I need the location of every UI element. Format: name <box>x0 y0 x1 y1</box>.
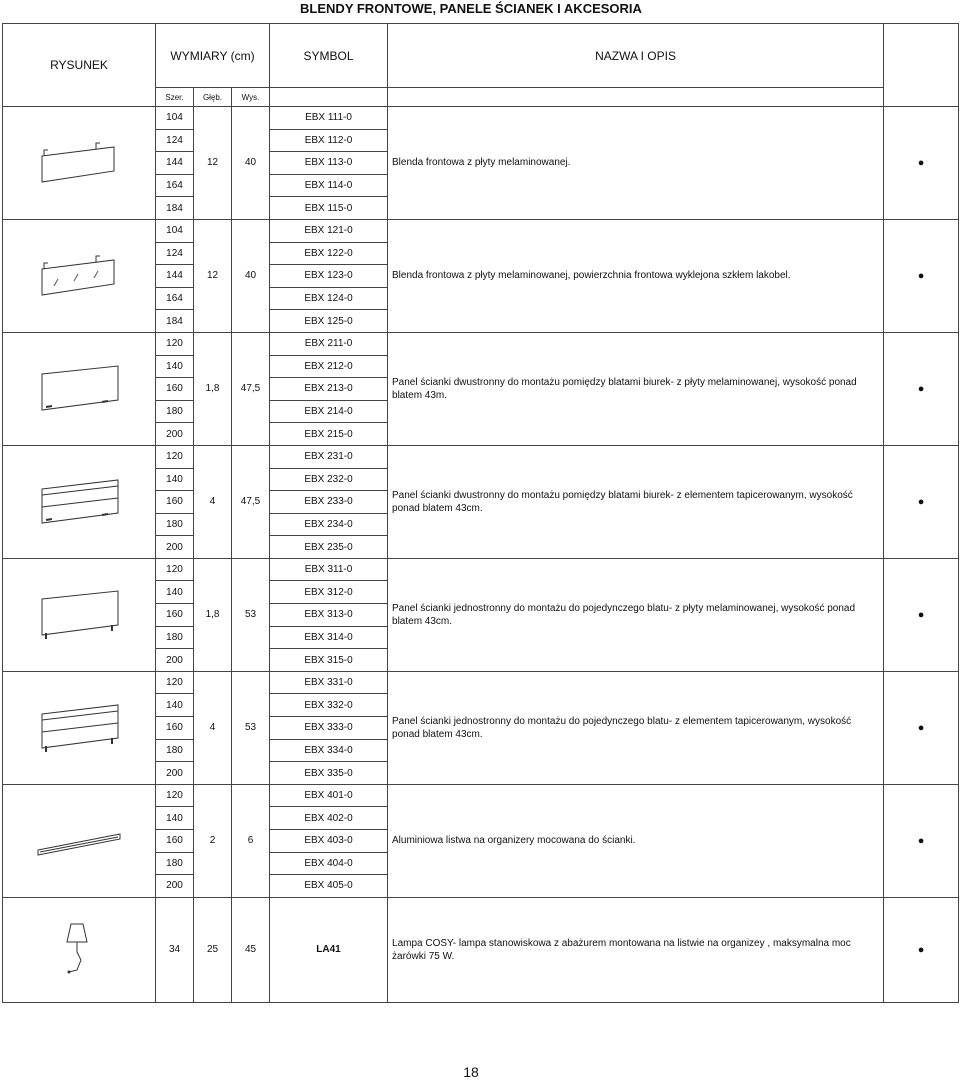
depth-cell: 12 <box>194 107 232 220</box>
symbol-cell: EBX 331-0 <box>270 671 388 694</box>
symbol-cell: EBX 332-0 <box>270 694 388 717</box>
width-cell: 200 <box>156 536 194 559</box>
availability-dot: ● <box>884 219 959 332</box>
symbol-cell: EBX 114-0 <box>270 174 388 197</box>
availability-dot: ● <box>884 445 959 558</box>
description-cell: Panel ścianki jednostronny do montażu do pojedynczego blatu- z elementem tapicerowanym, wysokość ponad blatem 43cm. <box>388 671 884 784</box>
symbol-cell: EBX 315-0 <box>270 649 388 672</box>
symbol-cell: LA41 <box>270 897 388 1002</box>
drawing-cell <box>3 445 156 558</box>
height-cell: 47,5 <box>232 332 270 445</box>
availability-dot: ● <box>884 784 959 897</box>
symbol-cell: EBX 113-0 <box>270 152 388 175</box>
width-cell: 140 <box>156 468 194 491</box>
symbol-cell: EBX 115-0 <box>270 197 388 220</box>
width-cell: 160 <box>156 491 194 514</box>
header-width: Szer. <box>156 88 194 107</box>
width-cell: 120 <box>156 558 194 581</box>
symbol-cell: EBX 213-0 <box>270 378 388 401</box>
symbol-cell: EBX 121-0 <box>270 219 388 242</box>
width-cell: 120 <box>156 671 194 694</box>
header-extra <box>884 24 959 107</box>
depth-cell: 12 <box>194 219 232 332</box>
width-cell: 144 <box>156 265 194 288</box>
width-cell: 200 <box>156 875 194 898</box>
description-cell: Blenda frontowa z płyty melaminowanej, powierzchnia frontowa wyklejona szkłem lakobel. <box>388 219 884 332</box>
table-row <box>3 107 959 130</box>
description-cell: Blenda frontowa z płyty melaminowanej. <box>388 107 884 220</box>
width-cell: 180 <box>156 513 194 536</box>
symbol-cell: EBX 401-0 <box>270 784 388 807</box>
width-cell: 124 <box>156 129 194 152</box>
table-row <box>3 445 959 468</box>
depth-cell: 1,8 <box>194 332 232 445</box>
header-name-sub <box>388 88 884 107</box>
symbol-cell: EBX 334-0 <box>270 739 388 762</box>
width-cell: 140 <box>156 581 194 604</box>
symbol-cell: EBX 124-0 <box>270 287 388 310</box>
height-cell: 53 <box>232 671 270 784</box>
symbol-cell: EBX 311-0 <box>270 558 388 581</box>
width-cell: 160 <box>156 604 194 627</box>
symbol-cell: EBX 312-0 <box>270 581 388 604</box>
header-symbol: SYMBOL <box>270 24 388 88</box>
symbol-cell: EBX 212-0 <box>270 355 388 378</box>
height-cell: 47,5 <box>232 445 270 558</box>
width-cell: 144 <box>156 152 194 175</box>
symbol-cell: EBX 122-0 <box>270 242 388 265</box>
width-cell: 160 <box>156 378 194 401</box>
description-cell: Aluminiowa listwa na organizery mocowana do ścianki. <box>388 784 884 897</box>
height-cell: 40 <box>232 107 270 220</box>
width-cell: 160 <box>156 717 194 740</box>
height-cell: 53 <box>232 558 270 671</box>
symbol-cell: EBX 211-0 <box>270 332 388 355</box>
symbol-cell: EBX 125-0 <box>270 310 388 333</box>
drawing-cell <box>3 219 156 332</box>
availability-dot: ● <box>884 332 959 445</box>
description-cell: Lampa COSY- lampa stanowiskowa z abażurem montowana na listwie na organizey , maksymalna moc żarówki 75 W. <box>388 897 884 1002</box>
drawing-cell <box>3 332 156 445</box>
width-cell: 140 <box>156 355 194 378</box>
symbol-cell: EBX 313-0 <box>270 604 388 627</box>
double-sided-panel-icon <box>3 364 155 414</box>
width-cell: 140 <box>156 694 194 717</box>
header-drawing: RYSUNEK <box>3 24 156 107</box>
symbol-cell: EBX 314-0 <box>270 626 388 649</box>
symbol-cell: EBX 235-0 <box>270 536 388 559</box>
description-cell: Panel ścianki dwustronny do montażu pomiędzy blatami biurek- z elementem tapicerowanym, wysokość ponad blatem 43cm. <box>388 445 884 558</box>
symbol-cell: EBX 231-0 <box>270 445 388 468</box>
symbol-cell: EBX 405-0 <box>270 875 388 898</box>
width-cell: 184 <box>156 310 194 333</box>
symbol-cell: EBX 111-0 <box>270 107 388 130</box>
page-title: BLENDY FRONTOWE, PANELE ŚCIANEK I AKCESORIA <box>300 1 642 16</box>
symbol-cell: EBX 123-0 <box>270 265 388 288</box>
width-cell: 164 <box>156 287 194 310</box>
double-sided-upholstered-panel-icon <box>3 477 155 527</box>
header-symbol-sub <box>270 88 388 107</box>
symbol-cell: EBX 232-0 <box>270 468 388 491</box>
product-table <box>2 23 959 1003</box>
width-cell: 104 <box>156 107 194 130</box>
symbol-cell: EBX 234-0 <box>270 513 388 536</box>
header-height: Wys. <box>232 88 270 107</box>
description-cell: Panel ścianki jednostronny do montażu do pojedynczego blatu- z płyty melaminowanej, wysokość ponad blatem 43cm. <box>388 558 884 671</box>
depth-cell: 4 <box>194 671 232 784</box>
width-cell: 200 <box>156 423 194 446</box>
drawing-cell <box>3 784 156 897</box>
depth-cell: 4 <box>194 445 232 558</box>
symbol-cell: EBX 233-0 <box>270 491 388 514</box>
page-number: 18 <box>463 1064 479 1080</box>
symbol-cell: EBX 112-0 <box>270 129 388 152</box>
width-cell: 180 <box>156 400 194 423</box>
symbol-cell: EBX 404-0 <box>270 852 388 875</box>
width-cell: 180 <box>156 852 194 875</box>
width-cell: 180 <box>156 739 194 762</box>
organizer-rail-icon <box>3 826 155 856</box>
height-cell: 45 <box>232 897 270 1002</box>
width-cell: 104 <box>156 219 194 242</box>
drawing-cell <box>3 897 156 1002</box>
width-cell: 164 <box>156 174 194 197</box>
glass-front-panel-icon <box>3 251 155 301</box>
width-cell: 124 <box>156 242 194 265</box>
depth-cell: 2 <box>194 784 232 897</box>
header-depth: Głęb. <box>194 88 232 107</box>
depth-cell: 25 <box>194 897 232 1002</box>
header-dimensions: WYMIARY (cm) <box>156 24 270 88</box>
symbol-cell: EBX 214-0 <box>270 400 388 423</box>
width-cell: 160 <box>156 830 194 853</box>
drawing-cell <box>3 107 156 220</box>
table-row <box>3 558 959 581</box>
height-cell: 40 <box>232 219 270 332</box>
table-row <box>3 784 959 807</box>
width-cell: 120 <box>156 332 194 355</box>
lamp-icon <box>3 922 155 978</box>
table-row <box>3 671 959 694</box>
width-cell: 200 <box>156 649 194 672</box>
width-cell: 180 <box>156 626 194 649</box>
description-cell: Panel ścianki dwustronny do montażu pomiędzy blatami biurek- z płyty melaminowanej, wysokość ponad blatem 43m. <box>388 332 884 445</box>
availability-dot: ● <box>884 558 959 671</box>
table-row <box>3 332 959 355</box>
header-name: NAZWA I OPIS <box>388 24 884 88</box>
width-cell: 200 <box>156 762 194 785</box>
width-cell: 140 <box>156 807 194 830</box>
symbol-cell: EBX 335-0 <box>270 762 388 785</box>
availability-dot: ● <box>884 107 959 220</box>
symbol-cell: EBX 403-0 <box>270 830 388 853</box>
single-sided-upholstered-panel-icon <box>3 702 155 754</box>
depth-cell: 1,8 <box>194 558 232 671</box>
width-cell: 120 <box>156 784 194 807</box>
height-cell: 6 <box>232 784 270 897</box>
single-sided-panel-icon <box>3 589 155 641</box>
table-row <box>3 219 959 242</box>
drawing-cell <box>3 558 156 671</box>
availability-dot: ● <box>884 671 959 784</box>
table-row-lamp <box>3 897 959 1002</box>
width-cell: 120 <box>156 445 194 468</box>
width-cell: 34 <box>156 897 194 1002</box>
drawing-cell <box>3 671 156 784</box>
symbol-cell: EBX 402-0 <box>270 807 388 830</box>
width-cell: 184 <box>156 197 194 220</box>
symbol-cell: EBX 215-0 <box>270 423 388 446</box>
front-panel-icon <box>3 138 155 188</box>
symbol-cell: EBX 333-0 <box>270 717 388 740</box>
availability-dot: ● <box>884 897 959 1002</box>
